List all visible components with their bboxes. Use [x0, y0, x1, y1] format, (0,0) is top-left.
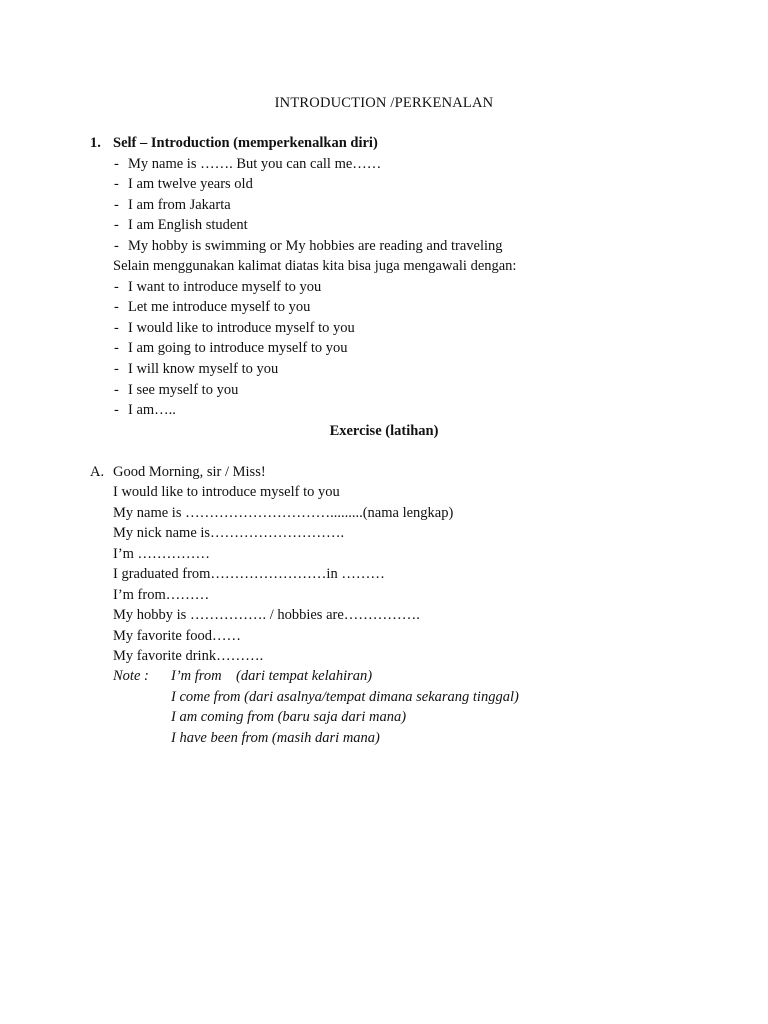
list-bullet: - [114, 402, 119, 418]
exercise-line: My favorite drink………. [113, 648, 264, 664]
list-item: I am English student [128, 217, 248, 233]
exercise-letter: A. [90, 464, 105, 480]
exercise-line: I’m from……… [113, 587, 210, 603]
list-item: I see myself to you [128, 382, 239, 398]
exercise-line: My nick name is………………………. [113, 525, 345, 541]
exercise-line: I’m …………… [113, 546, 211, 562]
note-term: I’m from [171, 668, 222, 684]
list-item: My name is ……. But you can call me…… [128, 156, 382, 172]
list-bullet: - [114, 156, 119, 172]
exercise-line: My hobby is ……………. / hobbies are……………. [113, 607, 420, 623]
list-item: I would like to introduce myself to you [128, 320, 355, 336]
list-item: I am twelve years old [128, 176, 253, 192]
note-label: Note : [113, 668, 149, 684]
exercise-line: I graduated from……………………in ……… [113, 566, 385, 582]
section-heading: Self – Introduction (memperkenalkan diri) [113, 135, 378, 151]
transition-text: Selain menggunakan kalimat diatas kita bisa juga mengawali dengan: [113, 258, 517, 274]
note-description: (dari tempat kelahiran) [236, 668, 373, 684]
section-number: 1. [90, 135, 101, 151]
list-bullet: - [114, 299, 119, 315]
list-bullet: - [114, 340, 119, 356]
list-item: I am….. [128, 402, 176, 418]
note-line: I come from (dari asalnya/tempat dimana sekarang tinggal) [171, 689, 519, 705]
list-bullet: - [114, 361, 119, 377]
page-title: INTRODUCTION /PERKENALAN [274, 95, 494, 111]
list-bullet: - [114, 320, 119, 336]
list-bullet: - [114, 176, 119, 192]
list-item: I am from Jakarta [128, 197, 231, 213]
list-item: I want to introduce myself to you [128, 279, 322, 295]
exercise-line: I would like to introduce myself to you [113, 484, 340, 500]
exercise-line: My favorite food…… [113, 628, 242, 644]
list-item: My hobby is swimming or My hobbies are reading and traveling [128, 238, 503, 254]
list-item: I am going to introduce myself to you [128, 340, 348, 356]
exercise-line: Good Morning, sir / Miss! [113, 464, 266, 480]
exercise-line: My name is ………………………….........(nama lengkap) [113, 505, 454, 521]
list-bullet: - [114, 197, 119, 213]
exercise-heading: Exercise (latihan) [329, 423, 439, 439]
list-item: Let me introduce myself to you [128, 299, 311, 315]
list-bullet: - [114, 279, 119, 295]
list-bullet: - [114, 382, 119, 398]
list-bullet: - [114, 217, 119, 233]
list-item: I will know myself to you [128, 361, 279, 377]
note-line: I am coming from (baru saja dari mana) [171, 709, 407, 725]
note-line: I have been from (masih dari mana) [171, 730, 380, 746]
list-bullet: - [114, 238, 119, 254]
